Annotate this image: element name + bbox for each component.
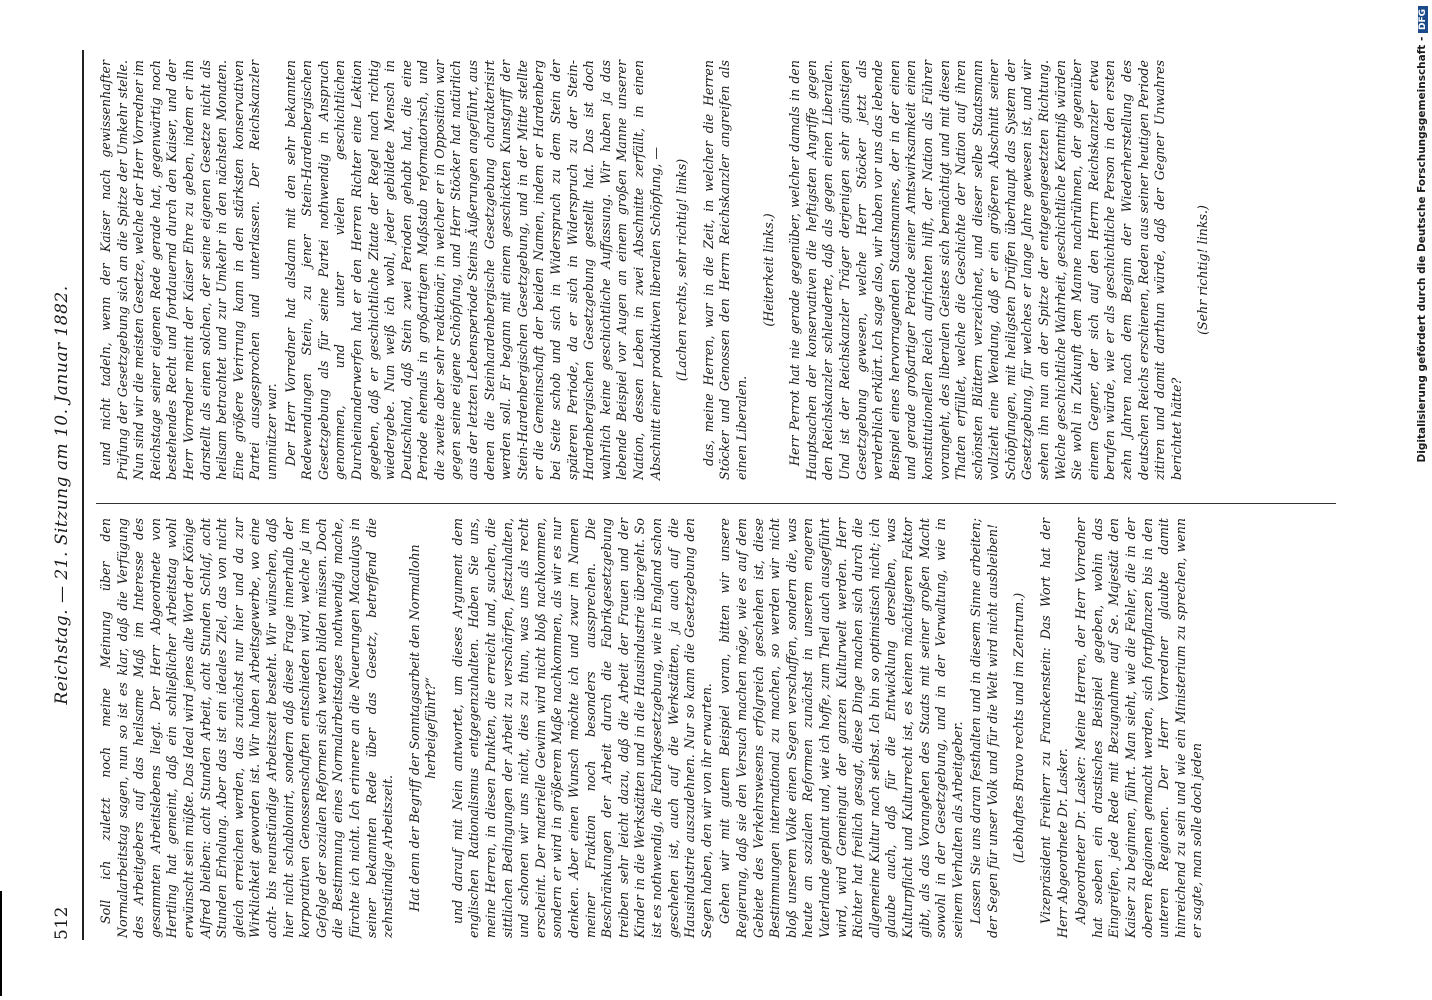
interjection: (Heiterkeit links.) <box>760 213 776 327</box>
paragraph: und darauf mit Nein antwortet, um dieses Argument dem englischen Rationalismus entgegenzuhalten. Haben Sie uns, meine Herren, in diesen Punkten, die erreicht und, suchen, die sittlichen Bedingungen der Arbeit zu verschärfen, festzuhalten, und schonen wir uns nicht, dies zu thun, was uns als recht erscheint. Der materielle Gewinn wird nicht bloß nachkommen, sondern er wird in größerem Maße nachkommen, als wir es nur denken. Aber einen Wunsch möchte ich und zwar im Namen meiner Fraktion noch besonders aussprechen. Die Beschränkungen der Arbeit durch die Fabrikgesetzgebung treiben sehr leicht dazu, daß die Arbeit der Frauen und der Kinder in die Werkstätten und in die Hausindustrie übergeht. So ist es nothwendig, die Fabrikgesetzgebung, wie in England schon geschehen ist, auch auf die Werkstätten, ja auch auf die Hausindustrie auszudehnen. Nur so kann die Gesetzgebung den Segen haben, den wir von ihr erwarten. <box>449 518 714 938</box>
paragraph: Soll ich zuletzt noch meine Meinung über den Normalarbeitstag sagen, nun so ist es klar, daß die Verfügung des Arbeitgebers auf das heilsame Maß im Interesse des gesammten Arbeitslebens liegt. Der Herr Abgeordnete von Hertling hat gemeint, daß ein schließlicher Arbeitstag wohl erwünscht sein müßte. Das Ideal wird jenes alte Wort der Könige Alfred bleiben: acht Stunden Arbeit, acht Stunden Schlaf, acht Stunden Erholung. Aber das ist ein ideales Ziel, das von nicht gleich erreichen werden, das zunächst nur hier und da zur Wirklichkeit geworden ist. Wir haben Arbeitsgewerbe, wo eine acht- bis neunstündige Arbeitszeit besteht. Wir wünschen, daß hier nicht schablonirt, sondern daß diese Frage innerhalb der korporativen Genossenschaften entschieden wird, welche ja im Gefolge der sozialen Reformen sich werden bilden müssen. Doch die Bestimmung eines Normalarbeitstages nothwendig mache, fürchte ich nicht. Ich erinnere an die Neuerungen Macaulays in seiner bekannten Rede über das Gesetz, betreffend die zehnstündige Arbeitszeit. <box>98 518 396 938</box>
column-divider <box>96 503 1336 504</box>
interjection: (Lachen rechts, sehr richtig! links) <box>674 158 690 382</box>
interjection: (Sehr richtig! links.) <box>1195 205 1211 335</box>
dfg-credit: Digitalisierung gefördert durch die Deutsche Forschungsgemeinschaft - DFG <box>1416 6 1430 466</box>
paragraph: Gehen wir mit gutem Beispiel voran, bitten wir unsere Regierung, daß sie den Versuch machen möge, wie es auf dem Gebiete des Verkehrswesens erfolgreich geschehen ist, diese Bestimmungen international zu machen, so werden wir nicht bloß unserem Volke einen Segen verschaffen, sondern die, was heute an sozialen Reformen zunächst in unserem engeren Vaterlande geplant und, wie ich hoffe, zum Theil auch ausgeführt wird, wird Gemeingut der ganzen Kulturwelt werden. Herr Richter hat freilich gesagt, diese Dinge machen sich durch die allgemeine Kultur nach selbst. Ich bin so optimistisch nicht; ich glaube auch, daß für die Entwicklung derselben, was Kulturpflicht und Kulturrecht ist, es keinen mächtigeren Faktor gibt, als das Vorangehen des Staats mit seiner großen Macht sowohl in der Gesetzgebung, und in der Verwaltung, wie in seinem Verhalten als Arbeitgeber. <box>717 518 965 938</box>
paragraph: Lassen Sie uns daran festhalten und in diesem Sinne arbeiten; der Segen für unser Volk und für die Welt wird nicht ausbleiben! <box>968 518 1000 938</box>
paragraph: Herr Perrot hat nie gerade gegenüber, welcher damals in den Hauptsachen der konservativen die heftigsten Angriffe gegen den Reichskanzler schleuderte, daß als gegen einen Liberalen. Und ist der Reichskanzler Träger derjenigen sehr günstigen Gesetzgebung gewesen, welche Herr Stöcker jetzt als verderblich erklärt. Ich sage also, wir haben vor uns das lebende Beispiel eines hervorragenden Staatsmannes, der in der einen und gerade großartiger Periode seiner Amtswirksamkeit einen konstitutionellen Reich aufrichten hilft, der Nation als Führer vorangeht, des liberalen Geistes sich bemächtigt und mit diesen Thaten erfüllet, welche die Geschichte der Nation auf ihren schönsten Blättern verzeichnet, und dieser selbe Staatsmann vollzieht eine Wendung, daß er ein größeren Abschnitt seiner Schöpfungen, mit heiligsten Drüffen überhaupt das System der Gesetzgebung, für welches er lange Jahre gewesen ist, und wir sehen ihn nun an der Spitze der entgegengesetzten Richtung. Welche geschichtliche Wahrheit, geschichtliche Kenntniß würden Sie wohl in Zukunft dem Manne nachrühmen, der gegenüber einem Gegner, der sich auf den Herrn Reichskanzler etwa berufen würde, wie er als geschichtliche Person in den ersten zehn Jahren nach dem Beginn der Wiederherstellung des deutschen Reichs erschienen, Reden aus seiner heutigen Periode zitiren und damit darthun würde, daß der Gegner Unwahres berichtet hätte? <box>787 60 1184 480</box>
page-header <box>52 50 78 940</box>
applause-note: (Lebhaftes Bravo rechts und im Zentrum.) <box>1011 592 1027 864</box>
dfg-logo: DFG <box>1418 6 1428 33</box>
left-column <box>98 518 1208 938</box>
paragraph: Der Herr Vorredner hat alsdann mit den sehr bekannten Redewendungen Stein, zu jener Stein-Hardenbergischen Gesetzgebung als für seine Partei nothwendig in Anspruch genommen, und unter vielen geschichtlichen Durcheinanderwerfen hat er den Herren Richter eine Lektion gegeben, daß er geschichtliche Zitate der Regel nach richtig wiedergebe. Nun weiß ich wohl, jeder gebildete Mensch in Deutschland, daß Stein zwei Perioden gehabt hat, die eine Periode ehemals in großartigem Maßstab reformatorisch, und die zweite aber sehr reaktionär, in welcher er in Opposition war gegen seine eigene Schöpfung, und Herr Stöcker hat natürlich aus der letzten Lebensperiode Steins Äußerungen angeführt, aus denen die Steinhardenbergische Gesetzgebung charakterisirt werden soll. Er begann mit einem geschickten Kunstgriff der Stein-Hardenbergischen Gesetzgebung, und in der Mitte stellte er die Gemeinschaft der beiden Namen, indem er Hardenberg bei Seite schob und sich in Widerspruch zu dem Stein der späteren Periode, da er sich in Widerspruch zu der Stein-Hardenbergischen Gesetzgebung gestellt hat. Das ist doch wahrlich keine geschichtliche Auffassung. Wir haben ja das lebende Beispiel vor Augen an einem großen Manne unserer Nation, dessen Leben in zwei Abschnitte zerfällt, in einen Abschnitt einer produktiven liberalen Schöpfung, — <box>282 60 663 480</box>
running-title: Reichstag. — 21. Sitzung am 10. Januar 1882. <box>52 285 72 705</box>
corner-rule <box>0 891 2 996</box>
quote: Hat denn der Begriff der Sonntagsarbeit den Normallohn herbeigeführt?“ <box>406 544 439 912</box>
paragraph: Abgeordneter Dr. Lasker: Meine Herren, der Herr Vorredner hat soeben ein drastisches Beispiel gegeben, wohin das Eingreifen, jede Rede mit Bezugnahme auf Se. Majestät den Kaiser zu beginnen, führt. Man sieht, wie die Fehler, die in der oberen Regionen gemacht werden, sich fortpflanzen bis in den unteren Regionen. Der Herr Vorredner glaubte damit hinreichend zu sein und wie ein Ministerium zu sprechen, wenn er sagte, man solle doch jeden <box>1073 518 1205 938</box>
paragraph: das, meine Herren, war in die Zeit, in welcher die Herren Stöcker und Genossen den Herrn Reichskanzler angreifen als einen Liberalen. <box>700 60 749 480</box>
header-rule <box>82 50 84 940</box>
page-number: 512 <box>52 906 72 940</box>
paragraph: und nicht tadeln, wenn der Kaiser nach gewissenhafter Prüfung der Gesetzgebung sich an die Spitze der Umkehr stelle. Nun sind wir die meisten Gesetze, welche der Herr Vorredner im Reichstage seiner eigenen Rede gerade hat, gegenwärtig noch bestehendes Recht und fortdauernd durch den Kaiser, und der Herr Vorredner meint der Kaiser Ehre zu geben, indem er ihn darstellt als einen solchen, der seine eigenen Gesetze nicht als heilsam betrachtet und zur Umkehr in den nächsten Monaten. Eine größere Verirrung kann in den stärksten konservativen Partei ausgesprochen und unterlassen. Der Reichskanzler unnnützer war. <box>98 60 279 480</box>
speaker-announcement: Vizepräsident Freiherr zu Franckenstein: Das Wort hat der Herr Abgeordnete Dr. Lasker. <box>1038 518 1070 938</box>
dfg-credit-text: Digitalisierung gefördert durch die Deutsche Forschungsgemeinschaft <box>1416 44 1428 463</box>
right-column <box>98 60 1222 480</box>
